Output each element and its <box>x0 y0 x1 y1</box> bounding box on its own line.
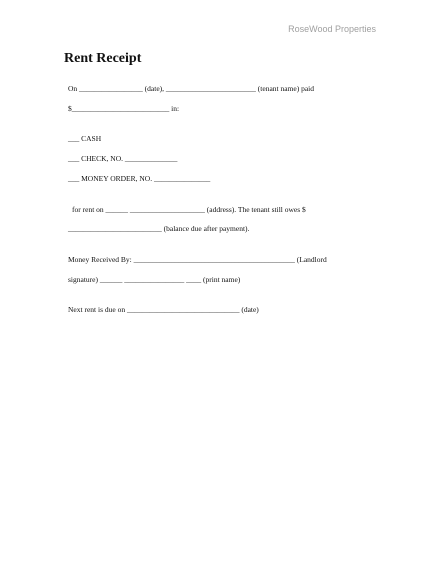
signature-line: signature) ______ ________________ ____ (print name) <box>68 275 241 284</box>
payment-option-money-order: ___ MONEY ORDER, NO. _______________ <box>68 174 211 183</box>
balance-line: _________________________ (balance due after payment). <box>68 224 250 233</box>
page-title: Rent Receipt <box>64 51 142 66</box>
date-tenant-line: On _________________ (date), ________________________ (tenant name) paid <box>68 84 315 93</box>
next-rent-line: Next rent is due on ______________________________ (date) <box>68 305 259 314</box>
payment-option-check: ___ CHECK, NO. ______________ <box>68 154 178 163</box>
received-by-line: Money Received By: ___________________________________________ (Landlord <box>68 255 327 264</box>
brand-logo-text: RoseWood Properties <box>288 24 376 34</box>
amount-line: $__________________________ in: <box>68 104 180 113</box>
payment-option-cash: ___ CASH <box>68 134 102 143</box>
rent-for-line: for rent on ______ ____________________ (address). The tenant still owes $ <box>72 205 306 214</box>
